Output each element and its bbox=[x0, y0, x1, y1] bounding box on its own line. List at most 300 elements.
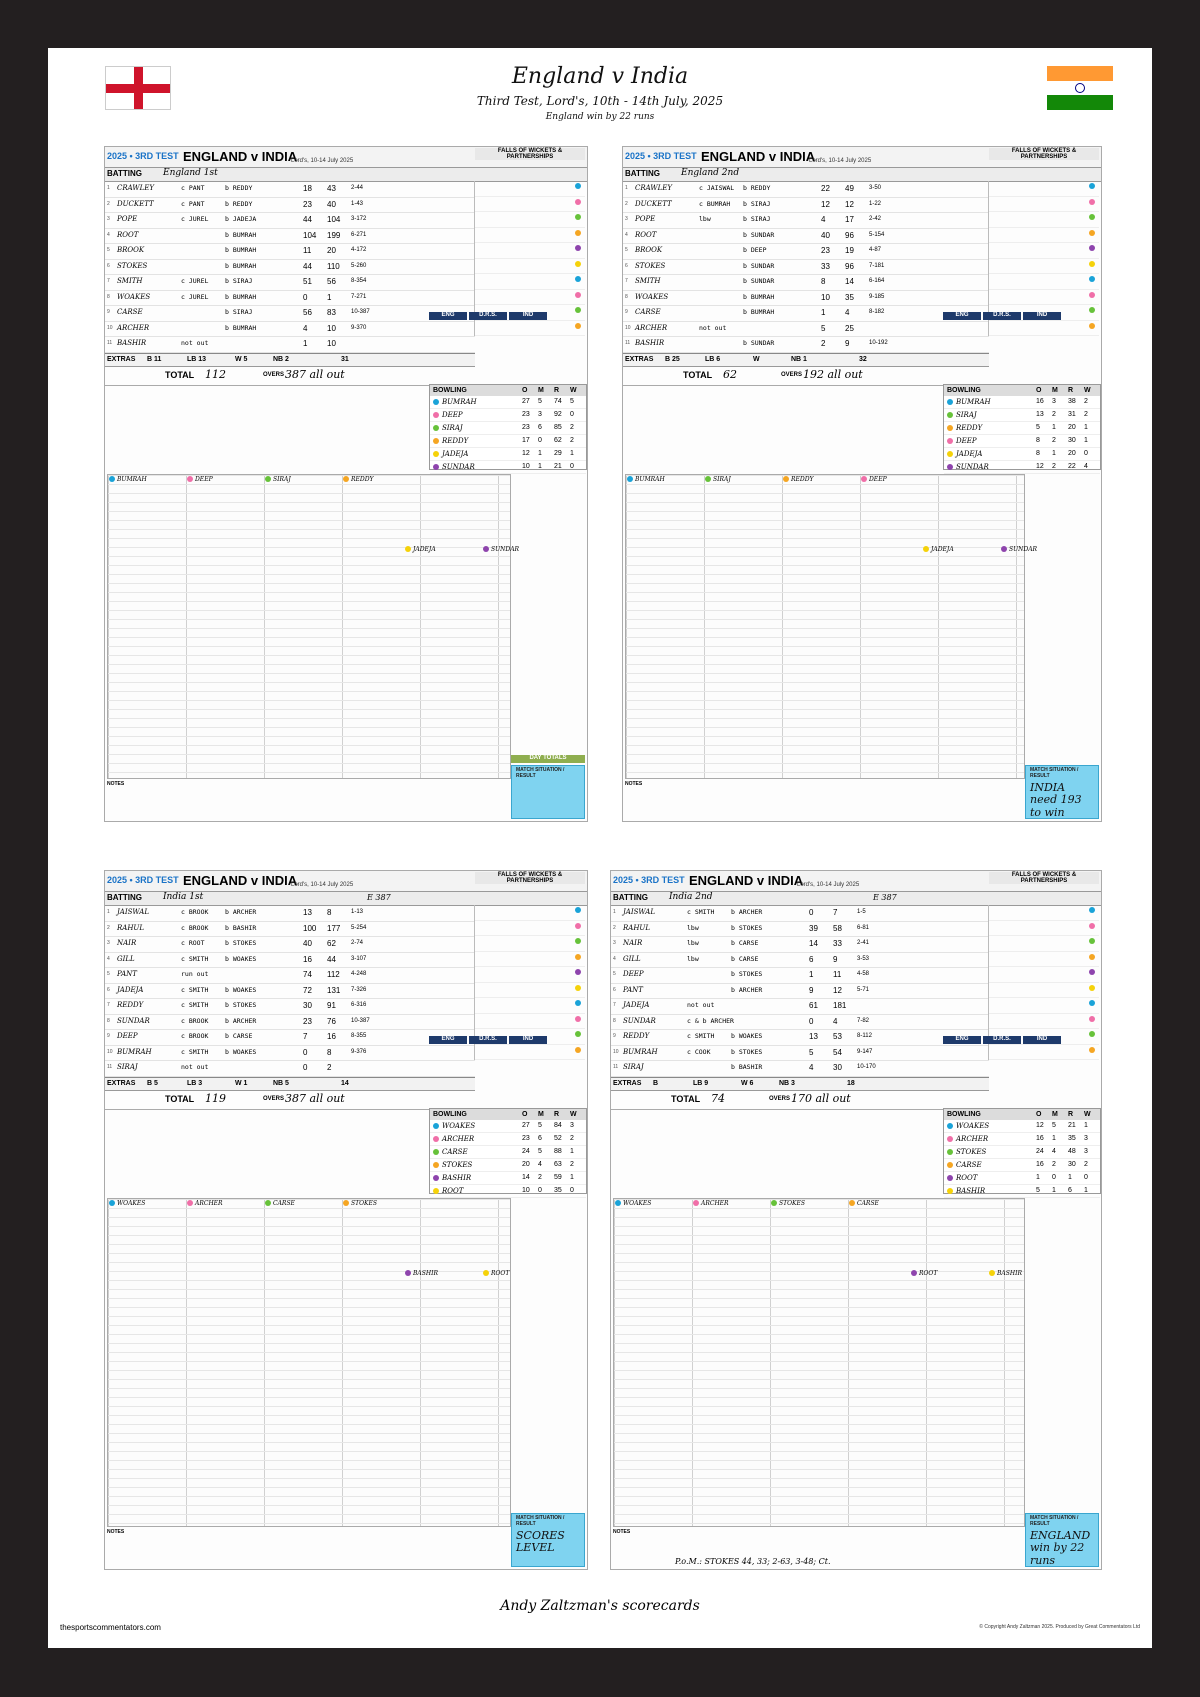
batter-number: 3 bbox=[107, 216, 110, 222]
bowler-o: 5 bbox=[1036, 423, 1040, 431]
extras-noballs: NB 2 bbox=[273, 355, 289, 363]
batter-name: RAHUL bbox=[623, 923, 650, 932]
bowler-colour-dot bbox=[1089, 985, 1095, 991]
spell-bowler-name: BASHIR bbox=[413, 1269, 438, 1277]
spell-header bbox=[483, 1269, 510, 1278]
bowler-colour-dot bbox=[1089, 183, 1095, 189]
bowler-w: 2 bbox=[570, 1160, 574, 1168]
bowler-w: 0 bbox=[570, 1186, 574, 1194]
drs-label: IND bbox=[1023, 1036, 1061, 1044]
dismissal: c JUREL bbox=[181, 277, 209, 285]
bowler-colour-dot bbox=[615, 1200, 621, 1206]
test-label: 2025 • 3RD TEST bbox=[625, 151, 697, 161]
spell-bowler-name: STOKES bbox=[779, 1199, 806, 1207]
fall-of-wicket: 3-107 bbox=[351, 955, 367, 962]
bowling-col-r: R bbox=[1068, 1110, 1074, 1118]
batting-header bbox=[623, 168, 1101, 182]
total-label: TOTAL bbox=[165, 369, 195, 380]
dismissal: lbw bbox=[699, 215, 711, 223]
table-row bbox=[611, 1046, 989, 1062]
bowler-r: 30 bbox=[1068, 436, 1076, 444]
batting-header bbox=[611, 892, 1101, 906]
bowler-m: 3 bbox=[1052, 397, 1056, 405]
bowler-m: 2 bbox=[1052, 462, 1056, 470]
bowling-col-w: W bbox=[1084, 1110, 1091, 1118]
bowler-colour-dot bbox=[947, 1162, 953, 1168]
dismissal: not out bbox=[181, 1063, 209, 1071]
fall-of-wicket: 10-387 bbox=[351, 1017, 370, 1024]
card-header bbox=[105, 147, 587, 168]
fow-row bbox=[475, 274, 585, 290]
dismissal: not out bbox=[181, 339, 209, 347]
drs-label: ENG bbox=[429, 312, 467, 320]
dismissal-bowler: b BUMRAH bbox=[225, 230, 257, 239]
spell-bowler-name: BUMRAH bbox=[635, 475, 665, 483]
fow-row bbox=[989, 228, 1099, 244]
batter-name: JADEJA bbox=[623, 1001, 650, 1009]
bowler-colour-dot bbox=[1089, 230, 1095, 236]
balls: 9 bbox=[845, 339, 850, 348]
dismissal-bowler: b CARSE bbox=[731, 939, 759, 947]
bowler-o: 23 bbox=[522, 1134, 530, 1142]
balls: 104 bbox=[327, 215, 341, 224]
batting-label: BATTING bbox=[107, 169, 142, 178]
balls: 8 bbox=[327, 908, 332, 917]
total-label: TOTAL bbox=[165, 1093, 195, 1104]
balls: 181 bbox=[833, 1001, 847, 1010]
bowler-o: 27 bbox=[522, 1121, 530, 1129]
batter-name: PANT bbox=[623, 985, 643, 994]
bowling-row bbox=[944, 1172, 1100, 1185]
batting-rows bbox=[105, 182, 475, 353]
fow-row bbox=[989, 952, 1099, 968]
extras-noballs: NB 5 bbox=[273, 1079, 289, 1087]
bowler-o: 17 bbox=[522, 436, 530, 444]
dismissal-bowler: b WOAKES bbox=[731, 1032, 763, 1040]
bowler-colour-dot bbox=[575, 292, 581, 298]
bowler-o: 12 bbox=[522, 449, 530, 457]
bowling-col-o: O bbox=[1036, 386, 1042, 394]
table-row bbox=[105, 937, 475, 953]
bowler-colour-dot bbox=[433, 1162, 439, 1168]
bowler-colour-dot bbox=[433, 1136, 439, 1142]
extras-total: 18 bbox=[847, 1079, 855, 1087]
bowler-colour-dot bbox=[483, 546, 489, 552]
bowler-name: JADEJA bbox=[956, 449, 983, 458]
bowling-col-r: R bbox=[1068, 386, 1074, 394]
total-score: 387 all out bbox=[285, 367, 345, 381]
table-row bbox=[105, 322, 475, 338]
extras-total: 32 bbox=[859, 355, 867, 363]
bowler-name: SIRAJ bbox=[442, 423, 463, 432]
bowling-col-o: O bbox=[522, 386, 528, 394]
table-row bbox=[611, 953, 989, 969]
balls: 19 bbox=[845, 246, 854, 255]
runs: 40 bbox=[303, 939, 312, 948]
bowler-o: 8 bbox=[1036, 436, 1040, 444]
bowler-colour-dot bbox=[575, 1016, 581, 1022]
dismissal: c ROOT bbox=[181, 939, 205, 947]
spell-header bbox=[705, 475, 731, 484]
bowler-r: 21 bbox=[1068, 1121, 1076, 1129]
bowler-w: 2 bbox=[570, 1134, 574, 1142]
batter-number: 8 bbox=[613, 1017, 616, 1024]
batter-number: 5 bbox=[625, 247, 628, 253]
bowler-colour-dot bbox=[343, 1200, 349, 1206]
bowler-w: 1 bbox=[1084, 1186, 1088, 1194]
batting-label: BATTING bbox=[625, 169, 660, 178]
fall-of-wicket: 4-58 bbox=[857, 971, 870, 977]
runs: 6 bbox=[809, 954, 814, 964]
batting-header bbox=[105, 168, 587, 182]
balls: 43 bbox=[327, 184, 336, 193]
bowler-r: 29 bbox=[554, 449, 562, 457]
table-row bbox=[623, 182, 989, 198]
fall-of-wicket: 4-248 bbox=[351, 971, 367, 977]
dismissal-bowler: b BASHIR bbox=[731, 1063, 763, 1071]
fow-row bbox=[989, 181, 1099, 197]
bowler-name: REDDY bbox=[442, 436, 469, 445]
batter-number: 11 bbox=[107, 1064, 113, 1070]
batter-name: REDDY bbox=[623, 1032, 650, 1040]
bowler-colour-dot bbox=[947, 1188, 953, 1194]
drs-label: D.R.S. bbox=[983, 1036, 1021, 1044]
spell-bowler-name: REDDY bbox=[791, 475, 814, 483]
bowler-colour-dot bbox=[989, 1270, 995, 1276]
bowler-name: BASHIR bbox=[442, 1173, 472, 1182]
bowler-colour-dot bbox=[1089, 923, 1095, 929]
fall-of-wicket: 9-376 bbox=[351, 1048, 367, 1055]
fow-row bbox=[475, 998, 585, 1014]
fow-row bbox=[475, 290, 585, 306]
dismissal: not out bbox=[687, 1001, 715, 1009]
bowler-colour-dot bbox=[693, 1200, 699, 1206]
batter-number: 4 bbox=[613, 955, 616, 962]
batter-name: WOAKES bbox=[117, 292, 151, 301]
fall-of-wicket: 5-154 bbox=[869, 231, 885, 238]
bowler-w: 0 bbox=[1084, 449, 1088, 457]
fall-of-wicket: 2-42 bbox=[869, 216, 882, 222]
bowler-colour-dot bbox=[1089, 276, 1095, 282]
dismissal: c SMITH bbox=[181, 1047, 209, 1056]
table-row bbox=[105, 275, 475, 291]
table-row bbox=[105, 1015, 475, 1031]
bowling-col-o: O bbox=[522, 1110, 528, 1118]
spell-header bbox=[849, 1199, 879, 1208]
balls: 10 bbox=[327, 339, 336, 348]
overs-label: OVERS bbox=[781, 371, 803, 378]
bowler-colour-dot bbox=[433, 425, 439, 431]
batter-number: 10 bbox=[625, 324, 631, 331]
bowling-row bbox=[430, 409, 586, 422]
spell-header bbox=[989, 1269, 1022, 1278]
bowler-colour-dot bbox=[1089, 292, 1095, 298]
table-row bbox=[623, 337, 989, 353]
bowler-name: JADEJA bbox=[442, 449, 469, 458]
batter-name: SUNDAR bbox=[623, 1016, 656, 1025]
bowling-row bbox=[944, 461, 1100, 474]
batter-name: WOAKES bbox=[635, 292, 669, 301]
spell-header bbox=[343, 475, 374, 484]
balls: 20 bbox=[327, 246, 336, 255]
overs-label: OVERS bbox=[263, 371, 285, 378]
bowling-table bbox=[429, 1108, 587, 1194]
bowling-spells-grid bbox=[107, 474, 511, 780]
footer-copyright: © Copyright Andy Zaltzman 2025. Produced by Great Commentators Ltd bbox=[979, 1624, 1140, 1630]
balls: 11 bbox=[833, 970, 842, 979]
batter-number: 10 bbox=[107, 1048, 113, 1055]
bowler-m: 3 bbox=[538, 410, 542, 418]
spell-header bbox=[923, 545, 954, 554]
drs-label: D.R.S. bbox=[983, 312, 1021, 320]
spell-header bbox=[405, 545, 436, 554]
dismissal: c SMITH bbox=[181, 1001, 209, 1009]
batter-name: CARSE bbox=[635, 308, 661, 316]
fall-of-wicket: 7-326 bbox=[351, 986, 367, 993]
bowler-r: 35 bbox=[554, 1186, 562, 1194]
dismissal-bowler: b SUNDAR bbox=[743, 277, 775, 285]
batter-name: POPE bbox=[635, 215, 656, 223]
balls: 91 bbox=[327, 1001, 336, 1010]
balls: 30 bbox=[833, 1063, 842, 1072]
batter-name: BUMRAH bbox=[117, 1047, 152, 1056]
drs-label: IND bbox=[509, 1036, 547, 1044]
fow-row bbox=[475, 905, 585, 921]
fow-title: FALLS OF WICKETS & PARTNERSHIPS bbox=[989, 872, 1099, 884]
batting-rows bbox=[105, 906, 475, 1077]
bowler-colour-dot bbox=[1089, 261, 1095, 267]
fow-row bbox=[989, 243, 1099, 259]
dismissal-bowler: b ARCHER bbox=[225, 1016, 257, 1025]
spell-header bbox=[109, 475, 147, 484]
table-row bbox=[623, 260, 989, 276]
bowler-colour-dot bbox=[187, 476, 193, 482]
venue-label: Lord's, 10-14 July 2025 bbox=[809, 158, 872, 164]
batter-name: NAIR bbox=[117, 939, 137, 947]
fow-row bbox=[989, 321, 1099, 337]
batting-rows bbox=[611, 906, 989, 1077]
dismissal: c BROOK bbox=[181, 1032, 209, 1040]
bowler-r: 48 bbox=[1068, 1147, 1076, 1155]
extras-wides: W bbox=[753, 355, 760, 363]
bowler-colour-dot bbox=[705, 476, 711, 482]
batter-name: SIRAJ bbox=[117, 1063, 138, 1071]
bowler-w: 1 bbox=[1084, 1121, 1088, 1129]
bowler-r: 62 bbox=[554, 436, 562, 444]
bowling-row bbox=[430, 1146, 586, 1159]
bowler-m: 2 bbox=[1052, 1160, 1056, 1168]
balls: 10 bbox=[327, 323, 336, 333]
dismissal-bowler: b BASHIR bbox=[225, 923, 257, 932]
fow-row bbox=[475, 936, 585, 952]
batter-name: DUCKETT bbox=[117, 199, 154, 208]
balls: 12 bbox=[833, 985, 842, 995]
bowler-colour-dot bbox=[433, 412, 439, 418]
fow-row bbox=[475, 952, 585, 968]
bowling-col-w: W bbox=[1084, 386, 1091, 394]
batter-name: CRAWLEY bbox=[117, 184, 154, 192]
bowler-o: 13 bbox=[1036, 410, 1044, 418]
bowler-w: 3 bbox=[1084, 1147, 1088, 1155]
bowler-colour-dot bbox=[947, 399, 953, 405]
bowling-row bbox=[944, 448, 1100, 461]
bowler-m: 5 bbox=[538, 397, 542, 405]
bowling-label: BOWLING bbox=[433, 386, 467, 394]
fow-row bbox=[475, 197, 585, 213]
fall-of-wicket: 9-370 bbox=[351, 324, 367, 331]
balls: 54 bbox=[833, 1047, 842, 1057]
bowler-colour-dot bbox=[405, 546, 411, 552]
fow-row bbox=[475, 967, 585, 983]
total-row bbox=[105, 1091, 429, 1110]
batter-number: 4 bbox=[107, 231, 110, 238]
bowler-colour-dot bbox=[911, 1270, 917, 1276]
batter-name: BASHIR bbox=[635, 339, 665, 347]
bowler-colour-dot bbox=[947, 1136, 953, 1142]
runs: 56 bbox=[303, 308, 312, 317]
extras-row bbox=[623, 353, 989, 367]
batter-name: STOKES bbox=[635, 261, 666, 270]
extras-row bbox=[105, 353, 475, 367]
dismissal-bowler: b SIRAJ bbox=[743, 199, 771, 208]
batter-number: 1 bbox=[107, 909, 110, 915]
bowler-r: 52 bbox=[554, 1134, 562, 1142]
bowler-colour-dot bbox=[109, 476, 115, 482]
bowler-r: 6 bbox=[1068, 1186, 1072, 1194]
table-row bbox=[611, 1015, 989, 1031]
batter-name: SMITH bbox=[117, 277, 143, 285]
bowler-o: 20 bbox=[522, 1160, 530, 1168]
bowler-w: 3 bbox=[1084, 1134, 1088, 1142]
drs-label: IND bbox=[509, 312, 547, 320]
overs-label: OVERS bbox=[263, 1095, 285, 1102]
bowling-col-w: W bbox=[570, 1110, 577, 1118]
batter-name: CRAWLEY bbox=[635, 184, 672, 192]
dismissal-bowler: b WOAKES bbox=[225, 954, 257, 963]
fall-of-wicket: 10-387 bbox=[351, 309, 370, 315]
bowler-colour-dot bbox=[433, 1123, 439, 1129]
bowling-row bbox=[944, 1133, 1100, 1146]
table-row bbox=[105, 1046, 475, 1062]
runs: 100 bbox=[303, 923, 317, 933]
bowling-col-m: M bbox=[538, 386, 544, 394]
total-label: TOTAL bbox=[671, 1093, 701, 1104]
balls: 17 bbox=[845, 215, 854, 224]
table-row bbox=[105, 198, 475, 214]
innings-label: India 1st bbox=[163, 892, 204, 902]
bowler-colour-dot bbox=[433, 464, 439, 470]
dismissal: c PANT bbox=[181, 199, 205, 208]
spell-bowler-name: BUMRAH bbox=[117, 475, 147, 483]
bowler-colour-dot bbox=[187, 1200, 193, 1206]
bowling-row bbox=[944, 1120, 1100, 1133]
fow-title: FALLS OF WICKETS & PARTNERSHIPS bbox=[989, 148, 1099, 160]
batter-number: 8 bbox=[107, 293, 110, 300]
bowling-row bbox=[944, 435, 1100, 448]
bowler-colour-dot bbox=[1089, 307, 1095, 313]
bowler-w: 1 bbox=[1084, 436, 1088, 444]
dismissal: c BROOK bbox=[181, 1016, 209, 1025]
spell-header bbox=[627, 475, 665, 484]
balls: 44 bbox=[327, 954, 336, 964]
bowler-r: 30 bbox=[1068, 1160, 1076, 1168]
fow-row bbox=[989, 921, 1099, 937]
spell-bowler-name: STOKES bbox=[351, 1199, 378, 1207]
balls: 9 bbox=[833, 954, 838, 964]
dismissal-bowler: b SUNDAR bbox=[743, 261, 775, 270]
fall-of-wicket: 4-87 bbox=[869, 247, 882, 253]
table-row bbox=[105, 922, 475, 938]
runs: 18 bbox=[303, 184, 312, 193]
batter-name: ROOT bbox=[117, 230, 139, 239]
bowler-colour-dot bbox=[947, 438, 953, 444]
fall-of-wicket: 1-5 bbox=[857, 909, 866, 915]
fow-row bbox=[475, 321, 585, 337]
extras-label: EXTRAS bbox=[107, 1079, 136, 1087]
runs: 23 bbox=[821, 246, 830, 255]
batter-name: JAISWAL bbox=[117, 908, 149, 916]
dismissal-bowler: b STOKES bbox=[225, 1001, 257, 1009]
spell-header bbox=[911, 1269, 938, 1278]
player-of-match: P.o.M.: STOKES 44, 33; 2-63, 3-48; Ct. bbox=[675, 1557, 831, 1566]
table-row bbox=[611, 968, 989, 984]
target-label: E 387 bbox=[873, 893, 897, 902]
match-situation bbox=[511, 765, 585, 819]
extras-legbyes: LB 6 bbox=[705, 355, 721, 363]
batter-number: 11 bbox=[107, 340, 113, 346]
bowler-colour-dot bbox=[947, 451, 953, 457]
dismissal: c BUMRAH bbox=[699, 199, 731, 208]
total-row bbox=[105, 367, 429, 386]
batter-name: CARSE bbox=[117, 308, 143, 316]
bowler-r: 35 bbox=[1068, 1134, 1076, 1142]
match-result: England win by 22 runs bbox=[545, 112, 655, 122]
bowler-w: 1 bbox=[1084, 423, 1088, 431]
fow-row bbox=[989, 290, 1099, 306]
venue-label: Lord's, 10-14 July 2025 bbox=[291, 158, 354, 164]
bowler-colour-dot bbox=[575, 230, 581, 236]
bowling-col-o: O bbox=[1036, 1110, 1042, 1118]
bowling-label: BOWLING bbox=[947, 386, 981, 394]
fall-of-wicket: 8-112 bbox=[857, 1033, 872, 1039]
balls: 177 bbox=[327, 923, 341, 933]
fow-row bbox=[475, 1045, 585, 1061]
bowler-colour-dot bbox=[1089, 1031, 1095, 1037]
innings-label: England 1st bbox=[163, 168, 218, 178]
fow-row bbox=[989, 212, 1099, 228]
bowler-colour-dot bbox=[575, 985, 581, 991]
batter-name: RAHUL bbox=[117, 923, 144, 932]
bowler-name: SIRAJ bbox=[956, 410, 977, 419]
teams-label: ENGLAND v INDIA bbox=[183, 149, 298, 164]
spell-bowler-name: JADEJA bbox=[413, 545, 436, 553]
spell-header bbox=[343, 1199, 378, 1208]
fall-of-wicket: 6-316 bbox=[351, 1002, 367, 1008]
batter-number: 1 bbox=[613, 909, 616, 915]
dismissal-bowler: b STOKES bbox=[225, 939, 257, 947]
spell-bowler-name: DEEP bbox=[195, 475, 213, 483]
runs: 13 bbox=[303, 908, 312, 917]
match-situation bbox=[511, 1513, 585, 1567]
spell-bowler-name: SIRAJ bbox=[273, 475, 291, 483]
dismissal: lbw bbox=[687, 954, 699, 963]
bowler-name: ROOT bbox=[956, 1173, 978, 1182]
spell-bowler-name: ARCHER bbox=[195, 1199, 223, 1207]
table-row bbox=[105, 306, 475, 322]
bowler-o: 12 bbox=[1036, 1121, 1044, 1129]
total-score: 192 all out bbox=[803, 367, 863, 381]
fow-row bbox=[475, 243, 585, 259]
